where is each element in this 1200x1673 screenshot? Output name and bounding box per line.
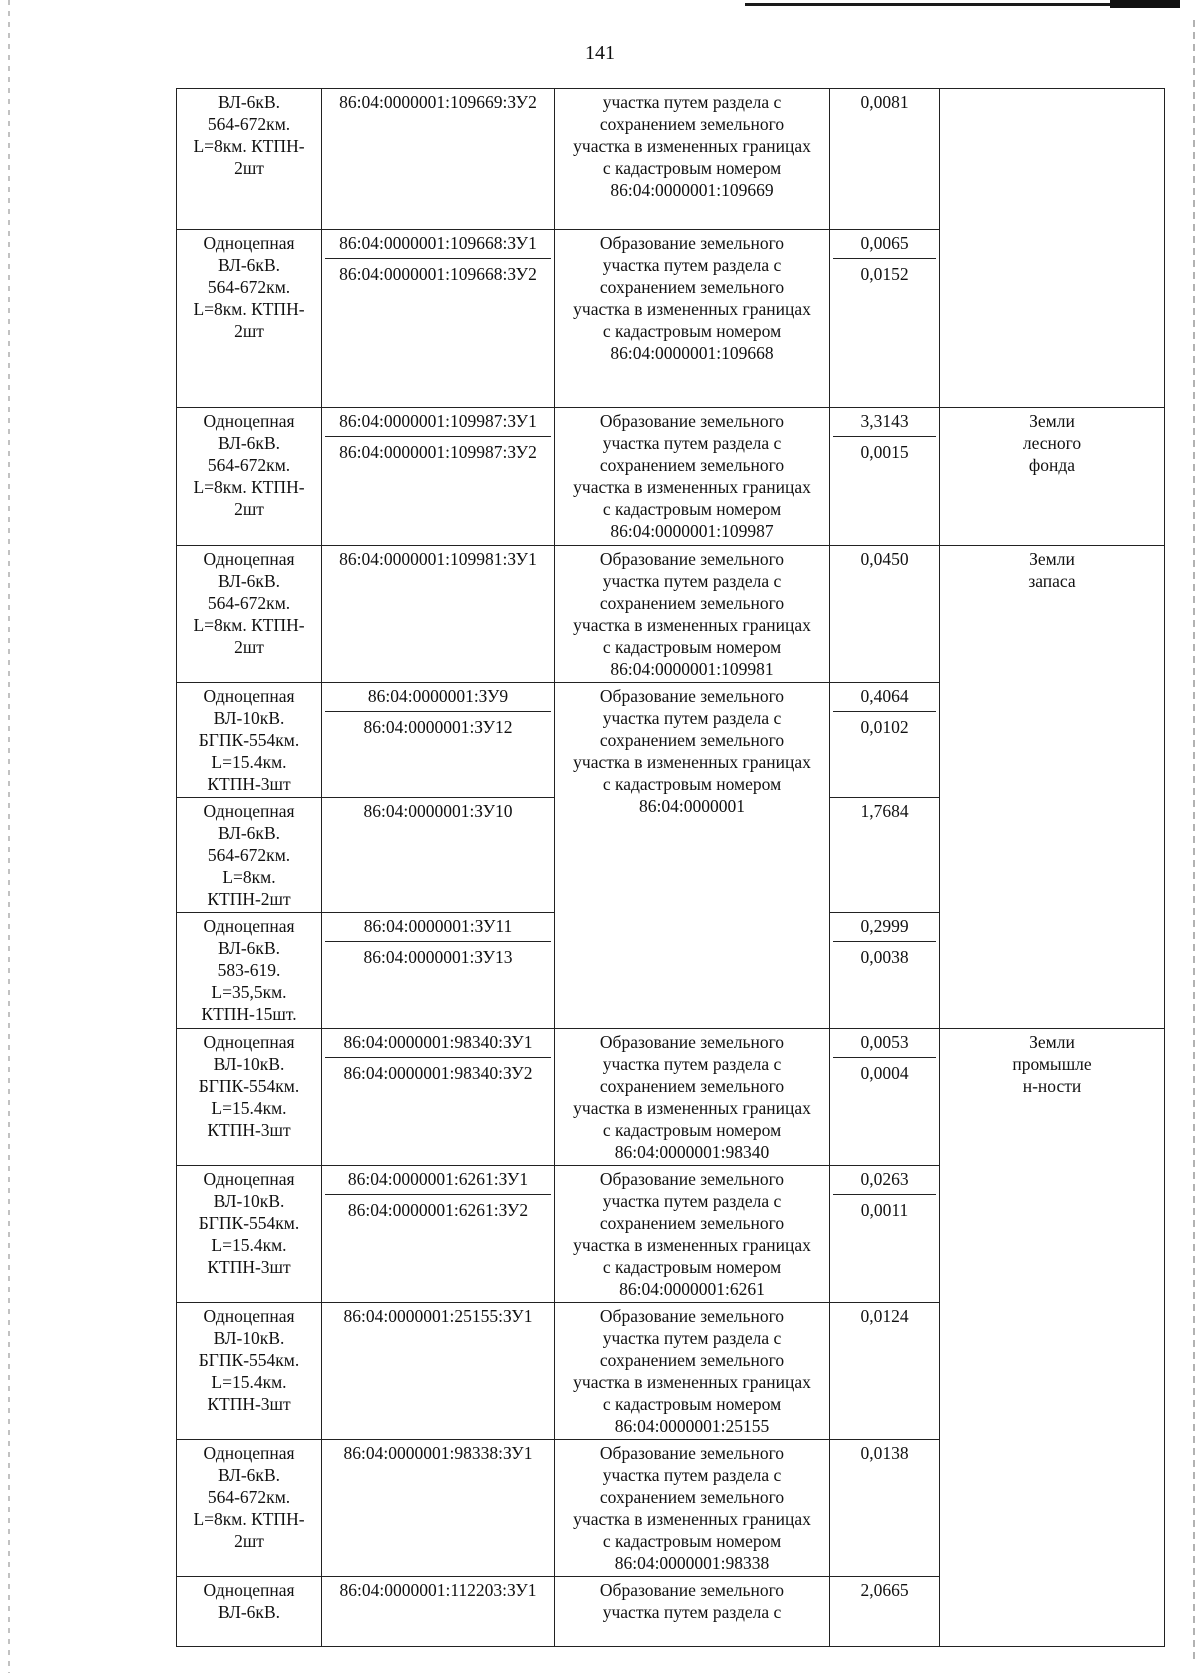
area-cell — [830, 1166, 940, 1303]
object-cell: Одноцепная ВЛ-6кВ. 564-672км. L=8км. КТПН-2шт — [177, 798, 322, 913]
object-cell: Одноцепная ВЛ-10кВ. БГПК-554км. L=15.4км. КТПН-3шт — [177, 1166, 322, 1303]
area-list — [833, 1442, 936, 1464]
description-cell: участка путем раздела с сохранением земельного участка в измененных границах с кадастровым номером 86:04:0000001:109669 — [555, 89, 830, 230]
area-value: 0,0081 — [860, 92, 909, 112]
table-row — [177, 408, 1165, 546]
cadastral-number: 86:04:0000001:6261:ЗУ2 — [325, 1194, 551, 1221]
area-list — [833, 1305, 936, 1327]
cadastral-cell — [322, 230, 555, 408]
land-category-cell — [940, 546, 1165, 1029]
object-cell: ВЛ-6кВ. 564-672км. L=8км. КТПН- 2шт — [177, 89, 322, 230]
object-cell: Одноцепная ВЛ-6кВ. 564-672км. L=8км. КТПН- 2шт — [177, 1440, 322, 1577]
cadastral-number: 86:04:0000001:25155:ЗУ1 — [343, 1306, 533, 1326]
area-list — [833, 685, 936, 738]
area-cell — [830, 230, 940, 408]
description-cell: Образование земельного участка путем раздела с сохранением земельного участка в измененных границах с кадастровым номером 86:04:0000001 — [555, 683, 830, 1029]
area-value: 0,2999 — [860, 916, 909, 936]
area-list — [833, 410, 936, 463]
land-category: Земли запаса — [1028, 549, 1076, 591]
land-plots-table — [176, 88, 1165, 1647]
area-value: 0,0124 — [860, 1306, 909, 1326]
cadastral-number: 86:04:0000001:98340:ЗУ1 — [343, 1032, 533, 1052]
object-cell: Одноцепная ВЛ-6кВ. — [177, 1577, 322, 1647]
cadastral-cell — [322, 1577, 555, 1647]
area-value: 1,7684 — [860, 801, 909, 821]
cadastral-cell — [322, 1440, 555, 1577]
area-list — [833, 1579, 936, 1601]
object-cell: Одноцепная ВЛ-6кВ. 564-672км. L=8км. КТПН- 2шт — [177, 408, 322, 546]
description-cell: Образование земельного участка путем раздела с сохранением земельного участка в измененных границах с кадастровым номером 86:04:0000001:109987 — [555, 408, 830, 546]
cadastral-list — [325, 1168, 551, 1221]
table-row — [177, 546, 1165, 683]
area-value: 2,0665 — [860, 1580, 909, 1600]
area-list — [833, 548, 936, 570]
area-value: 0,0450 — [860, 549, 909, 569]
cadastral-number: 86:04:0000001:109981:ЗУ1 — [339, 549, 537, 569]
cadastral-cell — [322, 1166, 555, 1303]
area-cell — [830, 798, 940, 913]
land-category: Земли промышле н-ности — [1012, 1032, 1092, 1096]
area-cell — [830, 1029, 940, 1166]
description-cell: Образование земельного участка путем раздела с сохранением земельного участка в измененных границах с кадастровым номером 86:04:0000001:109981 — [555, 546, 830, 683]
cadastral-list — [325, 1305, 551, 1327]
area-value: 0,0102 — [833, 711, 936, 738]
area-list — [833, 800, 936, 822]
area-cell — [830, 1440, 940, 1577]
cadastral-number: 86:04:0000001:ЗУ9 — [367, 686, 509, 706]
cadastral-list — [325, 800, 551, 822]
area-value: 0,0015 — [833, 436, 936, 463]
land-category-cell — [940, 1029, 1165, 1647]
cadastral-number: 86:04:0000001:109668:ЗУ2 — [325, 258, 551, 285]
area-value: 0,0065 — [860, 233, 909, 253]
area-value: 0,0004 — [833, 1057, 936, 1084]
cadastral-number: 86:04:0000001:109669:ЗУ2 — [339, 92, 537, 112]
land-category: Земли лесного фонда — [1022, 411, 1082, 475]
area-value: 0,0152 — [833, 258, 936, 285]
cadastral-number: 86:04:0000001:ЗУ13 — [325, 941, 551, 968]
object-cell: Одноцепная ВЛ-6кВ. 564-672км. L=8км. КТПН- 2шт — [177, 230, 322, 408]
object-cell: Одноцепная ВЛ-10кВ. БГПК-554км. L=15.4км. КТПН-3шт — [177, 1029, 322, 1166]
area-cell — [830, 89, 940, 230]
area-value: 0,0138 — [860, 1443, 909, 1463]
area-cell — [830, 1577, 940, 1647]
cadastral-cell — [322, 89, 555, 230]
area-value: 0,0263 — [860, 1169, 909, 1189]
cadastral-list — [325, 685, 551, 738]
cadastral-number: 86:04:0000001:109987:ЗУ2 — [325, 436, 551, 463]
scan-edge-left — [8, 0, 10, 1673]
description-cell: Образование земельного участка путем раздела с — [555, 1577, 830, 1647]
cadastral-cell — [322, 408, 555, 546]
area-list — [833, 1168, 936, 1221]
area-value: 0,0038 — [833, 941, 936, 968]
object-cell: Одноцепная ВЛ-6кВ. 583-619. L=35,5км. КТПН-15шт. — [177, 913, 322, 1029]
cadastral-number: 86:04:0000001:ЗУ10 — [363, 801, 513, 821]
area-list — [833, 915, 936, 968]
cadastral-list — [325, 915, 551, 968]
table-body — [177, 89, 1165, 1647]
cadastral-cell — [322, 913, 555, 1029]
page-number: 141 — [585, 42, 615, 64]
area-cell — [830, 913, 940, 1029]
scan-edge-right — [1193, 20, 1195, 1660]
cadastral-cell — [322, 546, 555, 683]
description-cell: Образование земельного участка путем раздела с сохранением земельного участка в измененных границах с кадастровым номером 86:04:0000001:98340 — [555, 1029, 830, 1166]
area-list — [833, 232, 936, 285]
description-cell: Образование земельного участка путем раздела с сохранением земельного участка в измененных границах с кадастровым номером 86:04:0000001:6261 — [555, 1166, 830, 1303]
cadastral-number: 86:04:0000001:ЗУ11 — [363, 916, 513, 936]
land-category-cell — [940, 408, 1165, 546]
area-value: 3,3143 — [860, 411, 909, 431]
table-row — [177, 89, 1165, 230]
area-cell — [830, 683, 940, 798]
cadastral-list — [325, 232, 551, 285]
cadastral-number: 86:04:0000001:98340:ЗУ2 — [325, 1057, 551, 1084]
area-value: 0,4064 — [860, 686, 909, 706]
description-cell: Образование земельного участка путем раздела с сохранением земельного участка в измененных границах с кадастровым номером 86:04:0000001:98338 — [555, 1440, 830, 1577]
land-category-cell — [940, 89, 1165, 408]
cadastral-cell — [322, 798, 555, 913]
cadastral-cell — [322, 683, 555, 798]
cadastral-number: 86:04:0000001:98338:ЗУ1 — [343, 1443, 533, 1463]
cadastral-number: 86:04:0000001:109987:ЗУ1 — [339, 411, 537, 431]
cadastral-cell — [322, 1303, 555, 1440]
cadastral-number: 86:04:0000001:6261:ЗУ1 — [347, 1169, 529, 1189]
top-rule-mark — [1110, 0, 1180, 8]
area-cell — [830, 546, 940, 683]
area-list — [833, 91, 936, 113]
area-list — [833, 1031, 936, 1084]
cadastral-number: 86:04:0000001:109668:ЗУ1 — [339, 233, 537, 253]
cadastral-number: 86:04:0000001:ЗУ12 — [325, 711, 551, 738]
object-cell: Одноцепная ВЛ-10кВ. БГПК-554км. L=15.4км. КТПН-3шт — [177, 1303, 322, 1440]
area-cell — [830, 1303, 940, 1440]
cadastral-list — [325, 91, 551, 113]
cadastral-cell — [322, 1029, 555, 1166]
area-value: 0,0011 — [833, 1194, 936, 1221]
description-cell: Образование земельного участка путем раздела с сохранением земельного участка в измененных границах с кадастровым номером 86:04:0000001:25155 — [555, 1303, 830, 1440]
object-cell: Одноцепная ВЛ-10кВ. БГПК-554км. L=15.4км. КТПН-3шт — [177, 683, 322, 798]
cadastral-list — [325, 410, 551, 463]
area-cell — [830, 408, 940, 546]
cadastral-list — [325, 548, 551, 570]
cadastral-list — [325, 1442, 551, 1464]
table-row — [177, 1029, 1165, 1166]
cadastral-number: 86:04:0000001:112203:ЗУ1 — [339, 1580, 537, 1600]
cadastral-list — [325, 1579, 551, 1601]
description-cell: Образование земельного участка путем раздела с сохранением земельного участка в измененных границах с кадастровым номером 86:04:0000001:109668 — [555, 230, 830, 408]
area-value: 0,0053 — [860, 1032, 909, 1052]
object-cell: Одноцепная ВЛ-6кВ. 564-672км. L=8км. КТПН- 2шт — [177, 546, 322, 683]
cadastral-list — [325, 1031, 551, 1084]
